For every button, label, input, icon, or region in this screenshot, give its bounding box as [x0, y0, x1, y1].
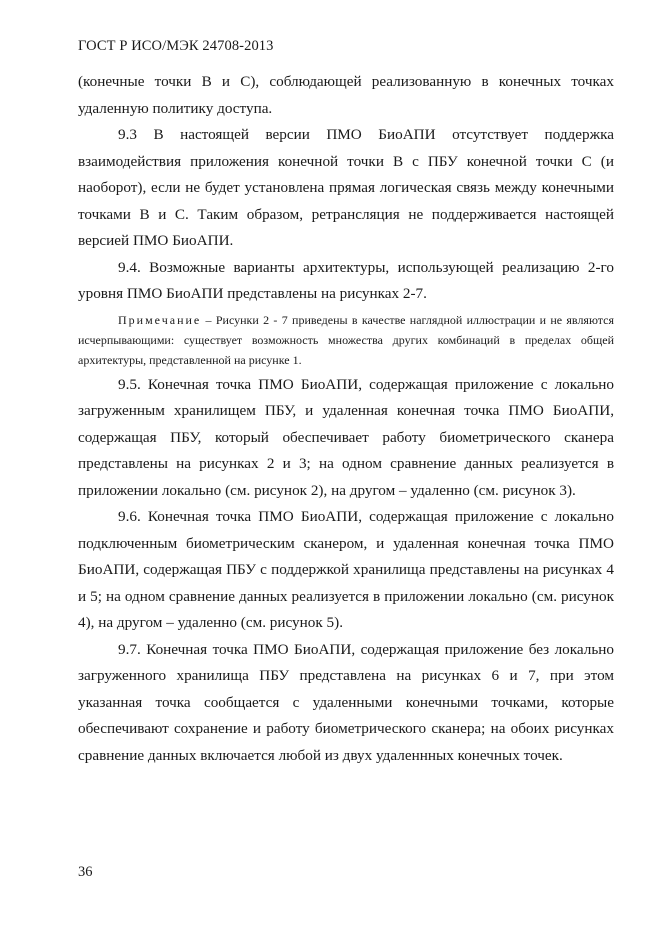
document-body [78, 69, 614, 769]
note-label: Примечание [118, 312, 202, 327]
standard-code-header: ГОСТ Р ИСО/МЭК 24708-2013 [78, 38, 274, 54]
paragraph-9-3: 9.3 В настоящей версии ПМО БиоАПИ отсутствует поддержка взаимодействия приложения конечной точки В с ПБУ конечной точки С (и наоборот), если не будет установлена прямая логическая связь между конечными точками В и С. Таким образом, ретрансляция не поддерживается настоящей версией ПМО БиоАПИ. [78, 126, 614, 249]
paragraph-9-4: 9.4. Возможные варианты архитектуры, использующей реализацию 2-го уровня ПМО БиоАПИ представлены на рисунках 2-7. [78, 258, 614, 302]
paragraph-9-6: 9.6. Конечная точка ПМО БиоАПИ, содержащая приложение с локально подключенным биометрическим сканером, и удаленная конечная точка ПМО БиоАПИ, содержащая ПБУ с поддержкой хранилища представлены на рисунках 4 и 5; на одном сравнение данных реализуется в приложении локально (см. рисунок 4), на другом – удаленно (см. рисунок 5). [78, 508, 614, 631]
document-page [78, 0, 614, 935]
note-paragraph [78, 310, 614, 370]
page-number: 36 [78, 864, 93, 880]
paragraph-9-5: 9.5. Конечная точка ПМО БиоАПИ, содержащая приложение с локально загруженным хранилищем ПБУ, и удаленная конечная точка ПМО БиоАПИ, содержащая ПБУ, который обеспечивает работу биометрического сканера представлены на рисунках 2 и 3; на одном сравнение данных реализуется в приложении локально (см. рисунок 2), на другом – удаленно (см. рисунок 3). [78, 375, 614, 499]
paragraph-continuation: (конечные точки В и С), соблюдающей реализованную в конечных точках удаленную политику доступа. [78, 73, 614, 117]
note-text: – Рисунки 2 - 7 приведены в качестве наглядной иллюстрации и не являются исчерпывающими: существует возможность множества других комбинаций в пределах общей архитектуры, представленной на рисунке 1. [78, 312, 614, 367]
paragraph-9-7: 9.7. Конечная точка ПМО БиоАПИ, содержащая приложение без локально загруженного хранилища ПБУ представлена на рисунках 6 и 7, при этом указанная точка сообщается с удаленными конечными точками, которые обеспечивают сохранение и работу биометрического сканера; на обоих рисунках сравнение данных включается любой из двух удаленнных конечных точек. [78, 640, 614, 764]
